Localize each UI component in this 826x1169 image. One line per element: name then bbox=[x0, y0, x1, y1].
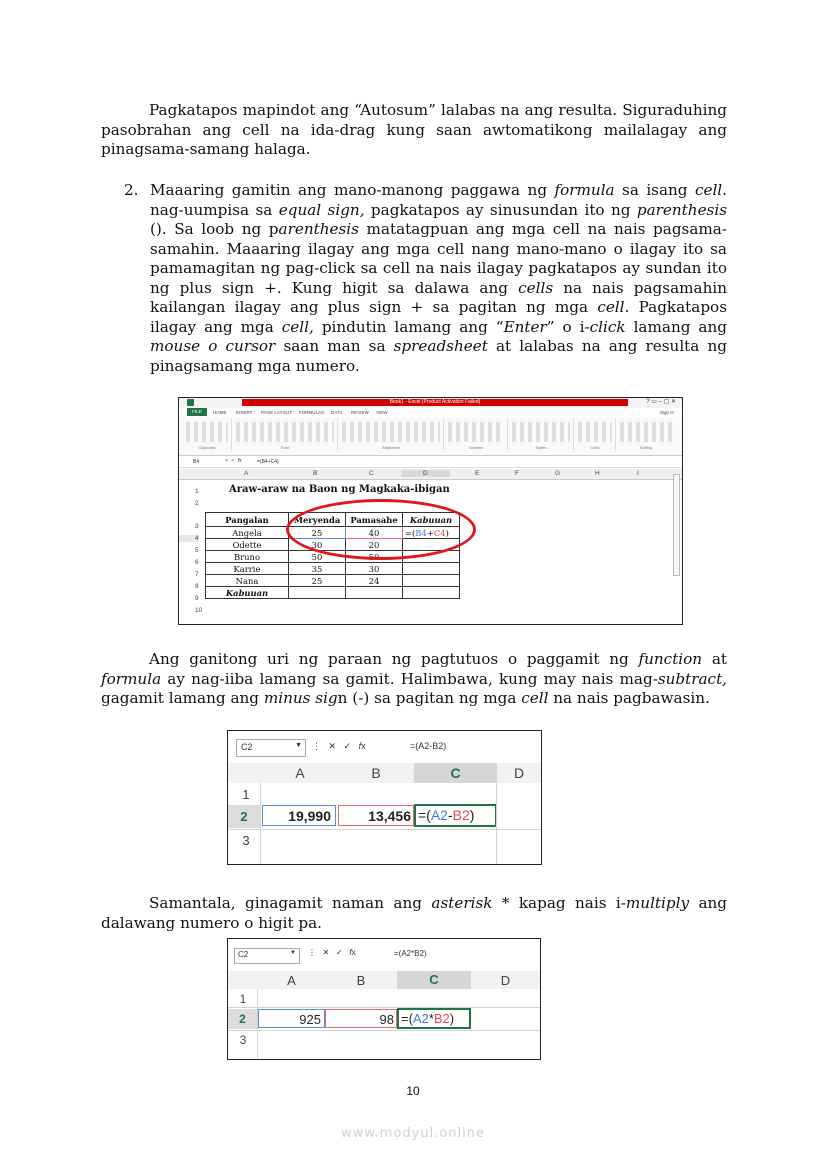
cell-a2[interactable]: 19,990 bbox=[262, 805, 336, 826]
formula-bar-icons: ⋮ ✕ ✓ fx bbox=[308, 948, 356, 957]
ribbon-group-alignment[interactable]: Alignment bbox=[339, 419, 444, 451]
chevron-down-icon[interactable]: ▼ bbox=[290, 950, 296, 956]
sign-in-link[interactable]: Sign In bbox=[659, 410, 674, 415]
ribbon-group-number[interactable]: Number bbox=[445, 419, 508, 451]
gridline bbox=[228, 829, 541, 830]
table-row: Karrie 35 30 bbox=[206, 563, 460, 575]
ribbon-group-cells[interactable]: Cells bbox=[575, 419, 616, 451]
list-item-body: Maaaring gamitin ang mano-manong paggawa ng formula sa isang cell. nag-uumpisa sa equal sign, pagkatapos ay sinusundan ito ng parenthesis (). Sa loob ng parenthesis matatagpuan ang mga cell na nais pagsama-samahin. Maaaring ilagay ang mga cell nang mano-mano o ilagay ito sa pamamagitan ng pag-click sa cell na nais ilagay pagkatapos ay sundan ito ng plus sign +. Kung higit sa dalawa ang cells na nais pagsamahin kailangan ilagay ang plus sign + sa pagitan ng mga cell. Pagkatapos ilagay ang mga cell, pindutin lamang ang “Enter” o i-click lamang ang mouse o cursor saan man sa spreadsheet at lalabas na ang resulta ng pinagsamang mga numero. bbox=[150, 181, 727, 375]
formula-bar-icons: × ✓ fx bbox=[225, 458, 242, 464]
list-number: 2. bbox=[124, 181, 139, 199]
name-box[interactable]: C2 ▼ bbox=[234, 948, 300, 964]
table-row: Nana 25 24 bbox=[206, 575, 460, 587]
tab-insert[interactable]: INSERT bbox=[236, 410, 253, 415]
tab-file[interactable]: FILE bbox=[187, 408, 207, 416]
table-row: Bruno 50 50 bbox=[206, 551, 460, 563]
gridline bbox=[228, 1030, 540, 1031]
ribbon-tabs bbox=[179, 408, 682, 417]
tab-home[interactable]: HOME bbox=[213, 410, 227, 415]
table-row: Angela 25 40 =(B4+C4) bbox=[206, 527, 460, 539]
ribbon-group-font[interactable]: Font bbox=[233, 419, 338, 451]
ribbon-group-styles[interactable]: Styles bbox=[509, 419, 574, 451]
page-number: 10 bbox=[406, 1084, 420, 1098]
cell-a2[interactable]: 925 bbox=[258, 1009, 325, 1028]
formula-input[interactable]: =(A2-B2) bbox=[410, 741, 447, 751]
tab-view[interactable]: VIEW bbox=[376, 410, 388, 415]
table-total-row: Kabuuan bbox=[206, 587, 460, 599]
cell-b2[interactable]: 98 bbox=[325, 1009, 397, 1028]
tab-formulas[interactable]: FORMULAS bbox=[299, 410, 325, 415]
table-header-row: Pangalan Meryenda Pamasahe Kabuuan bbox=[206, 513, 460, 527]
excel-logo-icon bbox=[187, 399, 194, 406]
list-item-2 bbox=[125, 181, 727, 376]
cell-b2[interactable]: 13,456 bbox=[338, 805, 414, 826]
excel-title-bar bbox=[179, 398, 682, 408]
tab-page-layout[interactable]: PAGE LAYOUT bbox=[261, 410, 293, 415]
window-controls-icon: ? ▭ – ▢ ✕ bbox=[646, 399, 676, 405]
gridline bbox=[257, 989, 258, 1059]
gridline bbox=[496, 783, 497, 864]
table-row: Odette 30 20 bbox=[206, 539, 460, 551]
formula-input[interactable]: =(A2*B2) bbox=[394, 949, 427, 958]
gridline bbox=[260, 783, 261, 864]
name-box[interactable]: C2 ▼ bbox=[236, 739, 306, 757]
tab-data[interactable]: DATA bbox=[331, 410, 343, 415]
vertical-scrollbar[interactable] bbox=[673, 474, 680, 576]
column-headers: A B C D bbox=[228, 763, 541, 783]
ribbon-group-editing[interactable]: Editing bbox=[617, 419, 675, 451]
editing-cell[interactable]: =(B4+C4) bbox=[403, 527, 460, 539]
excel-screenshot-multiply: C2 ▼ ⋮ ✕ ✓ fx =(A2*B2) A B C D 1 2 3 925 98 =(A2*B2) bbox=[227, 938, 541, 1060]
tab-review[interactable]: REVIEW bbox=[351, 410, 369, 415]
ribbon-group-clipboard[interactable]: Clipboard bbox=[183, 419, 232, 451]
formula-input[interactable]: =(B4+C4) bbox=[257, 459, 279, 465]
ribbon bbox=[179, 417, 682, 456]
excel-screenshot-subtract: C2 ▼ ⋮ ✕ ✓ fx =(A2-B2) A B C D 1 2 3 19,990 13,456 =(A2-B2) bbox=[227, 730, 542, 865]
name-box[interactable]: B4 bbox=[193, 459, 200, 465]
chevron-down-icon[interactable]: ▼ bbox=[295, 742, 302, 749]
paragraph-subtract: Ang ganitong uri ng paraan ng pagtutuos o paggamit ng function at formula ay nag-iiba lamang sa gamit. Halimbawa, kung may nais mag-subtract, gagamit lamang ang minus sign (-) sa pagitan ng mga cell na nais pagbawasin. bbox=[101, 650, 727, 708]
excel-screenshot-sum: Book1 - Excel (Product Activation Failed) ? ▭ – ▢ ✕ FILE HOME INSERT PAGE LAYOUT FORMULAS DATA REVIEW VIEW Sign In Clipboard Font Alignment Number Styles Cells Editing B4 × ✓ fx =(B4+C4) A B C D E F G H I 1 2 3 4 5 6 7 8 9 10 Araw-araw na Baon ng Magkaka-ibigan Pangalan Meryenda Pamasahe Kabuuan Angela 25 40 =(B4+C4) Odette 30 20 Bruno 50 50 Karrie 35 30 Nana 25 24 Kabuuan bbox=[178, 397, 683, 625]
paragraph-autosum: Pagkatapos mapindot ang “Autosum” lalabas na ang resulta. Siguraduhing pasobrahan ang cell na ida-drag kung saan awtomatikong mailalagay ang pinagsama-samang halaga. bbox=[101, 101, 727, 159]
cell-c2-editing[interactable]: =(A2-B2) bbox=[414, 804, 497, 827]
column-headers: A B C D bbox=[228, 971, 540, 989]
gridline bbox=[228, 1007, 540, 1008]
formula-bar-icons: ⋮ ✕ ✓ fx bbox=[312, 741, 366, 751]
formula-bar bbox=[179, 457, 682, 468]
sheet-title: Araw-araw na Baon ng Magkaka-ibigan bbox=[229, 484, 450, 495]
highlight-ellipse bbox=[286, 499, 476, 560]
paragraph-multiply: Samantala, ginagamit naman ang asterisk * kapag nais i-multiply ang dalawang numero o higit pa. bbox=[101, 894, 728, 932]
cell-c2-editing[interactable]: =(A2*B2) bbox=[397, 1008, 471, 1029]
column-headers: A B C D E F G H I bbox=[179, 469, 682, 480]
window-title: Book1 - Excel (Product Activation Failed) bbox=[242, 399, 628, 406]
watermark: www.modyul.online bbox=[340, 1126, 486, 1141]
